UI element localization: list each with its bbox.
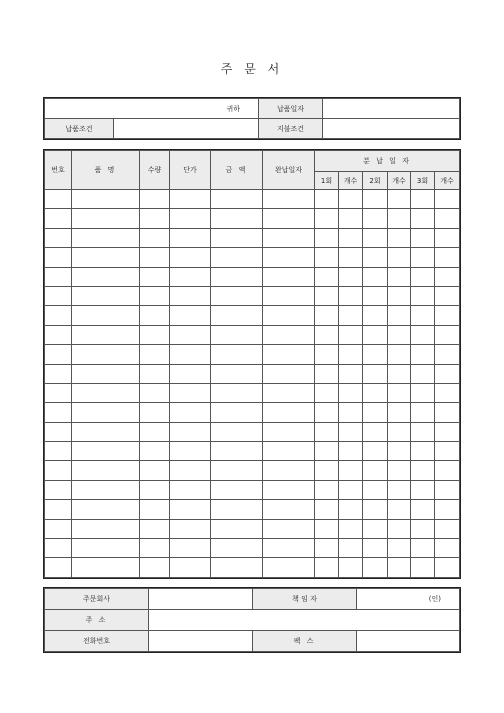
table-cell[interactable] — [411, 267, 435, 286]
table-cell[interactable] — [72, 558, 140, 577]
table-cell[interactable] — [388, 306, 411, 325]
table-cell[interactable] — [339, 461, 363, 480]
table-row — [45, 461, 460, 480]
table-cell[interactable] — [211, 403, 263, 422]
table-cell[interactable] — [170, 190, 211, 209]
table-cell[interactable] — [315, 519, 339, 538]
table-cell[interactable] — [363, 248, 388, 267]
document-title: 주 문 서 — [220, 62, 284, 76]
table-cell[interactable] — [363, 345, 388, 364]
table-cell[interactable] — [363, 190, 388, 209]
table-cell[interactable] — [140, 480, 170, 499]
table-cell[interactable] — [72, 228, 140, 247]
table-cell[interactable] — [388, 364, 411, 383]
table-cell[interactable] — [339, 190, 363, 209]
table-cell[interactable] — [339, 228, 363, 247]
table-cell[interactable] — [339, 480, 363, 499]
table-cell[interactable] — [140, 209, 170, 228]
table-cell[interactable] — [435, 345, 460, 364]
table-cell[interactable] — [263, 306, 315, 325]
table-cell[interactable] — [388, 422, 411, 441]
table-cell[interactable] — [388, 442, 411, 461]
table-cell[interactable] — [388, 286, 411, 305]
fax-label: 팩 스 — [253, 631, 357, 652]
table-cell[interactable] — [363, 267, 388, 286]
table-cell[interactable] — [411, 442, 435, 461]
table-cell[interactable] — [140, 267, 170, 286]
table-cell[interactable] — [263, 480, 315, 499]
header-amount: 금 액 — [211, 151, 263, 190]
table-cell[interactable] — [435, 383, 460, 402]
table-cell[interactable] — [72, 442, 140, 461]
table-cell[interactable] — [315, 306, 339, 325]
table-cell[interactable] — [263, 539, 315, 558]
table-cell[interactable] — [363, 480, 388, 499]
table-cell[interactable] — [72, 286, 140, 305]
table-cell[interactable] — [435, 209, 460, 228]
table-cell[interactable] — [388, 267, 411, 286]
item-rows — [45, 190, 460, 578]
table-cell[interactable] — [363, 519, 388, 538]
table-row — [45, 422, 460, 441]
table-cell[interactable] — [170, 442, 211, 461]
table-cell[interactable] — [140, 500, 170, 519]
table-cell[interactable] — [388, 461, 411, 480]
table-cell[interactable] — [211, 383, 263, 402]
table-cell[interactable] — [435, 422, 460, 441]
table-cell[interactable] — [211, 228, 263, 247]
table-cell[interactable] — [140, 519, 170, 538]
table-cell[interactable] — [315, 190, 339, 209]
table-cell[interactable] — [315, 267, 339, 286]
header-final-date: 완납일자 — [263, 151, 315, 190]
table-cell[interactable] — [45, 248, 72, 267]
table-cell[interactable] — [170, 480, 211, 499]
table-cell[interactable] — [363, 383, 388, 402]
table-cell[interactable] — [45, 500, 72, 519]
table-cell[interactable] — [388, 248, 411, 267]
table-cell[interactable] — [263, 209, 315, 228]
table-cell[interactable] — [211, 267, 263, 286]
table-cell[interactable] — [315, 209, 339, 228]
table-cell[interactable] — [315, 461, 339, 480]
table-cell[interactable] — [140, 403, 170, 422]
table-cell[interactable] — [363, 209, 388, 228]
table-cell[interactable] — [170, 248, 211, 267]
header-qty: 수량 — [140, 151, 170, 190]
fax-field[interactable] — [357, 631, 460, 652]
header-unit-price: 단가 — [170, 151, 211, 190]
subheader-2nd: 2회 — [363, 172, 388, 190]
table-cell[interactable] — [363, 461, 388, 480]
table-cell[interactable] — [411, 325, 435, 344]
table-cell[interactable] — [211, 500, 263, 519]
table-row — [45, 403, 460, 422]
table-cell[interactable] — [170, 383, 211, 402]
table-cell[interactable] — [170, 500, 211, 519]
table-cell[interactable] — [211, 422, 263, 441]
table-cell[interactable] — [339, 286, 363, 305]
table-cell[interactable] — [435, 286, 460, 305]
manager-label: 책 임 자 — [253, 589, 357, 610]
table-cell[interactable] — [435, 558, 460, 577]
table-cell[interactable] — [315, 442, 339, 461]
table-cell[interactable] — [411, 209, 435, 228]
table-cell[interactable] — [315, 364, 339, 383]
table-cell[interactable] — [388, 325, 411, 344]
table-cell[interactable] — [140, 422, 170, 441]
table-cell[interactable] — [72, 403, 140, 422]
table-cell[interactable] — [388, 403, 411, 422]
table-cell[interactable] — [45, 325, 72, 344]
table-cell[interactable] — [363, 364, 388, 383]
table-cell[interactable] — [339, 403, 363, 422]
order-info-table — [44, 98, 460, 139]
seal-mark: (인) — [357, 589, 460, 610]
table-cell[interactable] — [140, 442, 170, 461]
table-cell[interactable] — [211, 248, 263, 267]
table-cell[interactable] — [339, 539, 363, 558]
table-cell[interactable] — [363, 422, 388, 441]
table-cell[interactable] — [170, 267, 211, 286]
table-cell[interactable] — [363, 228, 388, 247]
address-label: 주 소 — [45, 610, 149, 631]
table-cell[interactable] — [45, 267, 72, 286]
table-cell[interactable] — [363, 306, 388, 325]
table-cell[interactable] — [339, 325, 363, 344]
table-cell[interactable] — [339, 383, 363, 402]
table-cell[interactable] — [411, 306, 435, 325]
table-cell[interactable] — [388, 228, 411, 247]
table-cell[interactable] — [388, 345, 411, 364]
table-cell[interactable] — [140, 248, 170, 267]
table-cell[interactable] — [411, 539, 435, 558]
table-cell[interactable] — [315, 383, 339, 402]
table-cell[interactable] — [211, 190, 263, 209]
table-cell[interactable] — [435, 364, 460, 383]
table-row — [45, 383, 460, 402]
table-cell[interactable] — [339, 500, 363, 519]
table-cell[interactable] — [263, 345, 315, 364]
table-row — [45, 500, 460, 519]
table-cell[interactable] — [435, 306, 460, 325]
table-row — [45, 209, 460, 228]
table-cell[interactable] — [170, 345, 211, 364]
table-cell[interactable] — [435, 403, 460, 422]
table-cell[interactable] — [45, 383, 72, 402]
table-cell[interactable] — [45, 403, 72, 422]
table-cell[interactable] — [339, 345, 363, 364]
table-cell[interactable] — [211, 209, 263, 228]
table-row — [45, 539, 460, 558]
table-cell[interactable] — [170, 461, 211, 480]
table-cell[interactable] — [72, 306, 140, 325]
table-cell[interactable] — [388, 383, 411, 402]
table-cell[interactable] — [339, 248, 363, 267]
table-cell[interactable] — [263, 500, 315, 519]
table-cell[interactable] — [363, 539, 388, 558]
table-cell[interactable] — [140, 345, 170, 364]
company-label: 주문회사 — [45, 589, 149, 610]
table-cell[interactable] — [45, 306, 72, 325]
table-cell[interactable] — [339, 364, 363, 383]
address-field[interactable] — [149, 610, 460, 631]
table-cell[interactable] — [339, 442, 363, 461]
subheader-3rd: 3회 — [411, 172, 435, 190]
table-cell[interactable] — [435, 190, 460, 209]
table-cell[interactable] — [411, 403, 435, 422]
table-cell[interactable] — [339, 267, 363, 286]
table-cell[interactable] — [315, 539, 339, 558]
table-cell[interactable] — [263, 286, 315, 305]
table-cell[interactable] — [170, 519, 211, 538]
table-cell[interactable] — [45, 442, 72, 461]
table-row — [45, 480, 460, 499]
table-cell[interactable] — [263, 364, 315, 383]
subheader-count-3: 개수 — [435, 172, 460, 190]
table-row — [45, 325, 460, 344]
table-cell[interactable] — [45, 539, 72, 558]
table-cell[interactable] — [315, 500, 339, 519]
table-cell[interactable] — [388, 480, 411, 499]
table-row — [45, 519, 460, 538]
table-cell[interactable] — [72, 248, 140, 267]
table-cell[interactable] — [411, 190, 435, 209]
table-cell[interactable] — [435, 325, 460, 344]
table-cell[interactable] — [72, 422, 140, 441]
table-cell[interactable] — [315, 325, 339, 344]
table-cell[interactable] — [315, 480, 339, 499]
table-cell[interactable] — [263, 519, 315, 538]
table-cell[interactable] — [72, 500, 140, 519]
table-cell[interactable] — [339, 209, 363, 228]
table-cell[interactable] — [315, 248, 339, 267]
table-cell[interactable] — [263, 422, 315, 441]
order-items-table — [44, 150, 460, 578]
table-cell[interactable] — [140, 190, 170, 209]
table-cell[interactable] — [211, 306, 263, 325]
table-cell[interactable] — [170, 422, 211, 441]
table-cell[interactable] — [363, 286, 388, 305]
table-cell[interactable] — [363, 558, 388, 577]
phone-field[interactable] — [149, 631, 253, 652]
table-cell[interactable] — [170, 364, 211, 383]
table-cell[interactable] — [411, 383, 435, 402]
orderer-info-table — [44, 588, 460, 652]
table-cell[interactable] — [411, 422, 435, 441]
table-cell[interactable] — [211, 558, 263, 577]
table-cell[interactable] — [263, 442, 315, 461]
table-cell[interactable] — [263, 403, 315, 422]
table-cell[interactable] — [411, 286, 435, 305]
table-cell[interactable] — [411, 500, 435, 519]
table-cell[interactable] — [388, 558, 411, 577]
table-cell[interactable] — [388, 519, 411, 538]
delivery-date-field[interactable] — [323, 99, 460, 119]
table-cell[interactable] — [315, 403, 339, 422]
table-cell[interactable] — [435, 267, 460, 286]
table-cell[interactable] — [72, 190, 140, 209]
table-cell[interactable] — [363, 442, 388, 461]
table-cell[interactable] — [45, 190, 72, 209]
table-cell[interactable] — [315, 286, 339, 305]
table-cell[interactable] — [72, 480, 140, 499]
table-cell[interactable] — [140, 286, 170, 305]
table-cell[interactable] — [411, 519, 435, 538]
table-cell[interactable] — [45, 519, 72, 538]
table-cell[interactable] — [45, 364, 72, 383]
delivery-date-label: 납품일자 — [259, 99, 323, 119]
table-row — [45, 248, 460, 267]
phone-label: 전화번호 — [45, 631, 149, 652]
table-cell[interactable] — [435, 539, 460, 558]
subheader-1st: 1회 — [315, 172, 339, 190]
table-cell[interactable] — [140, 325, 170, 344]
table-cell[interactable] — [411, 345, 435, 364]
table-row — [45, 190, 460, 209]
table-cell[interactable] — [263, 267, 315, 286]
table-row — [45, 345, 460, 364]
table-cell[interactable] — [411, 461, 435, 480]
table-cell[interactable] — [339, 558, 363, 577]
table-cell[interactable] — [339, 422, 363, 441]
payment-terms-field[interactable] — [323, 119, 460, 139]
table-row — [45, 306, 460, 325]
table-cell[interactable] — [45, 461, 72, 480]
table-cell[interactable] — [388, 500, 411, 519]
table-cell[interactable] — [170, 539, 211, 558]
table-row — [45, 364, 460, 383]
table-cell[interactable] — [435, 480, 460, 499]
table-cell[interactable] — [211, 519, 263, 538]
table-cell[interactable] — [388, 539, 411, 558]
table-row — [45, 442, 460, 461]
table-cell[interactable] — [140, 306, 170, 325]
table-cell[interactable] — [170, 403, 211, 422]
table-cell[interactable] — [170, 209, 211, 228]
table-cell[interactable] — [339, 306, 363, 325]
table-cell[interactable] — [211, 480, 263, 499]
table-cell[interactable] — [140, 539, 170, 558]
table-cell[interactable] — [411, 228, 435, 247]
table-cell[interactable] — [72, 209, 140, 228]
table-cell[interactable] — [45, 209, 72, 228]
table-cell[interactable] — [170, 325, 211, 344]
table-cell[interactable] — [363, 500, 388, 519]
table-cell[interactable] — [435, 442, 460, 461]
delivery-terms-label: 납품조건 — [45, 119, 114, 139]
table-cell[interactable] — [263, 461, 315, 480]
table-cell[interactable] — [363, 325, 388, 344]
table-cell[interactable] — [263, 228, 315, 247]
table-cell[interactable] — [263, 558, 315, 577]
table-cell[interactable] — [211, 539, 263, 558]
table-cell[interactable] — [263, 383, 315, 402]
table-cell[interactable] — [170, 286, 211, 305]
table-cell[interactable] — [411, 480, 435, 499]
table-cell[interactable] — [435, 519, 460, 538]
header-no: 번호 — [45, 151, 72, 190]
table-cell[interactable] — [211, 286, 263, 305]
table-cell[interactable] — [388, 209, 411, 228]
table-cell[interactable] — [72, 539, 140, 558]
delivery-terms-field[interactable] — [114, 119, 259, 139]
table-cell[interactable] — [140, 461, 170, 480]
company-field[interactable] — [149, 589, 253, 610]
table-cell[interactable] — [388, 190, 411, 209]
table-cell[interactable] — [435, 248, 460, 267]
table-cell[interactable] — [72, 364, 140, 383]
table-cell[interactable] — [211, 345, 263, 364]
table-cell[interactable] — [263, 248, 315, 267]
table-cell[interactable] — [72, 383, 140, 402]
table-row — [45, 228, 460, 247]
table-cell[interactable] — [211, 442, 263, 461]
table-cell[interactable] — [339, 519, 363, 538]
table-cell[interactable] — [411, 558, 435, 577]
table-cell[interactable] — [315, 228, 339, 247]
subheader-count-2: 개수 — [388, 172, 411, 190]
table-row — [45, 267, 460, 286]
table-cell[interactable] — [45, 345, 72, 364]
table-cell[interactable] — [435, 500, 460, 519]
table-cell[interactable] — [72, 461, 140, 480]
table-cell[interactable] — [315, 422, 339, 441]
table-cell[interactable] — [72, 267, 140, 286]
table-cell[interactable] — [45, 286, 72, 305]
table-cell[interactable] — [435, 228, 460, 247]
table-cell[interactable] — [72, 519, 140, 538]
table-cell[interactable] — [263, 190, 315, 209]
table-cell[interactable] — [435, 461, 460, 480]
subheader-count-1: 개수 — [339, 172, 363, 190]
table-cell[interactable] — [45, 558, 72, 577]
table-cell[interactable] — [72, 345, 140, 364]
table-cell[interactable] — [211, 364, 263, 383]
header-item: 품 명 — [72, 151, 140, 190]
table-row — [45, 286, 460, 305]
table-cell[interactable] — [211, 325, 263, 344]
table-cell[interactable] — [45, 228, 72, 247]
table-cell[interactable] — [45, 480, 72, 499]
table-cell[interactable] — [315, 558, 339, 577]
table-cell[interactable] — [411, 364, 435, 383]
table-cell[interactable] — [263, 325, 315, 344]
table-cell[interactable] — [170, 306, 211, 325]
table-cell[interactable] — [211, 461, 263, 480]
header-split-delivery: 분 납 일 자 — [315, 151, 460, 172]
table-cell[interactable] — [72, 325, 140, 344]
table-cell[interactable] — [45, 422, 72, 441]
table-cell[interactable] — [363, 403, 388, 422]
payment-terms-label: 지불조건 — [259, 119, 323, 139]
table-cell[interactable] — [140, 383, 170, 402]
table-cell[interactable] — [170, 558, 211, 577]
recipient-suffix: 귀하 — [45, 99, 259, 119]
table-cell[interactable] — [411, 248, 435, 267]
table-cell[interactable] — [315, 345, 339, 364]
table-cell[interactable] — [140, 558, 170, 577]
table-cell[interactable] — [140, 364, 170, 383]
table-cell[interactable] — [140, 228, 170, 247]
table-cell[interactable] — [170, 228, 211, 247]
table-row — [45, 558, 460, 577]
